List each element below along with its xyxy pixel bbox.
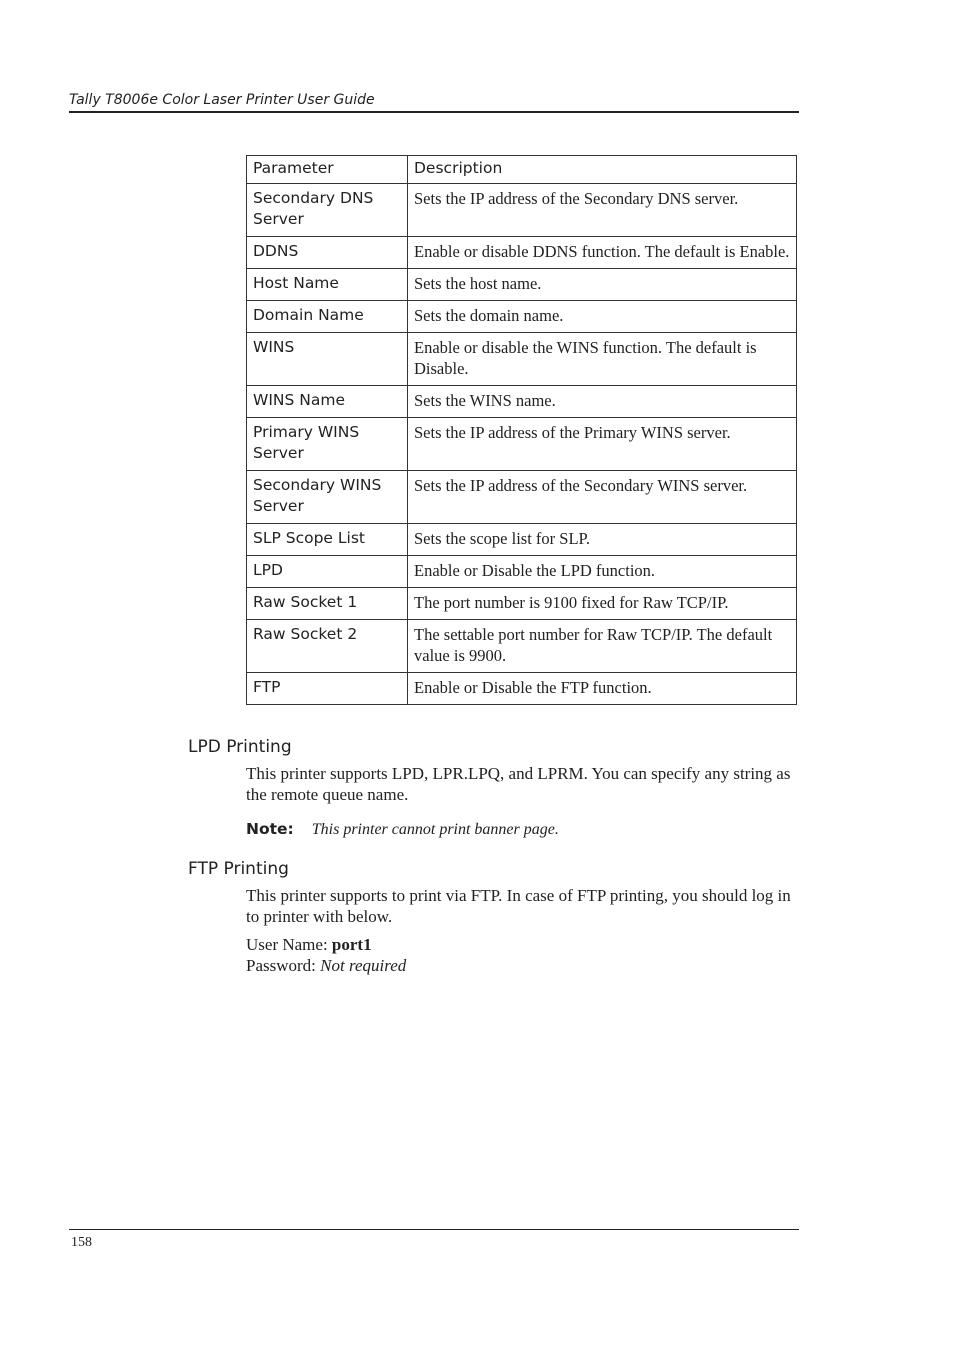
- parameter-cell: Primary WINS Server: [247, 418, 408, 471]
- description-cell: Enable or disable the WINS function. The default is Disable.: [408, 333, 797, 386]
- table-row: [247, 386, 797, 418]
- password-line: [246, 955, 791, 976]
- table-row: [247, 301, 797, 333]
- table-row: [247, 237, 797, 269]
- page-number: 158: [71, 1235, 92, 1250]
- ftp-printing-heading: FTP Printing: [188, 859, 289, 879]
- parameter-cell: Domain Name: [247, 301, 408, 333]
- password-label: Password:: [246, 956, 321, 975]
- description-cell: The settable port number for Raw TCP/IP. The default value is 9900.: [408, 620, 797, 673]
- parameter-cell: FTP: [247, 673, 408, 705]
- parameter-cell: WINS Name: [247, 386, 408, 418]
- note-text: This printer cannot print banner page.: [311, 821, 559, 838]
- user-name-line: [246, 934, 791, 955]
- ftp-printing-paragraph: This printer supports to print via FTP. In case of FTP printing, you should log in to printer with below.: [246, 886, 791, 926]
- table-row: [247, 471, 797, 524]
- parameter-cell: Raw Socket 2: [247, 620, 408, 673]
- footer-rule: [69, 1229, 799, 1230]
- lpd-note: [246, 820, 559, 839]
- table-row: [247, 524, 797, 556]
- description-cell: Sets the IP address of the Secondary WINS server.: [408, 471, 797, 524]
- description-cell: Sets the scope list for SLP.: [408, 524, 797, 556]
- parameter-cell: WINS: [247, 333, 408, 386]
- description-cell: Sets the host name.: [408, 269, 797, 301]
- description-cell: Enable or Disable the LPD function.: [408, 556, 797, 588]
- table-row: [247, 269, 797, 301]
- table-row: [247, 184, 797, 237]
- parameter-cell: LPD: [247, 556, 408, 588]
- table-row: [247, 418, 797, 471]
- description-cell: Sets the WINS name.: [408, 386, 797, 418]
- table-header-row: [247, 156, 797, 184]
- description-cell: Sets the domain name.: [408, 301, 797, 333]
- note-label: Note:: [246, 820, 294, 838]
- lpd-printing-paragraph: This printer supports LPD, LPR.LPQ, and LPRM. You can specify any string as the remote queue name.: [246, 764, 791, 804]
- parameter-cell: SLP Scope List: [247, 524, 408, 556]
- parameter-cell: Host Name: [247, 269, 408, 301]
- description-cell: Sets the IP address of the Primary WINS server.: [408, 418, 797, 471]
- description-cell: Sets the IP address of the Secondary DNS server.: [408, 184, 797, 237]
- parameter-cell: Raw Socket 1: [247, 588, 408, 620]
- user-name-value: port1: [331, 935, 372, 954]
- running-header: Tally T8006e Color Laser Printer User Guide: [69, 92, 799, 113]
- table-row: [247, 588, 797, 620]
- description-cell: Enable or Disable the FTP function.: [408, 673, 797, 705]
- parameter-cell: DDNS: [247, 237, 408, 269]
- table-row: [247, 556, 797, 588]
- parameter-cell: Secondary WINS Server: [247, 471, 408, 524]
- table-row: [247, 333, 797, 386]
- column-header-parameter: Parameter: [247, 156, 408, 184]
- lpd-printing-heading: LPD Printing: [188, 737, 292, 757]
- table-row: [247, 673, 797, 705]
- description-cell: The port number is 9100 fixed for Raw TCP/IP.: [408, 588, 797, 620]
- parameter-cell: Secondary DNS Server: [247, 184, 408, 237]
- user-name-label: User Name:: [246, 935, 332, 954]
- table-row: [247, 620, 797, 673]
- ftp-credentials: [246, 934, 791, 976]
- parameter-table: [246, 155, 797, 705]
- password-value: Not required: [320, 956, 407, 975]
- column-header-description: Description: [408, 156, 797, 184]
- description-cell: Enable or disable DDNS function. The default is Enable.: [408, 237, 797, 269]
